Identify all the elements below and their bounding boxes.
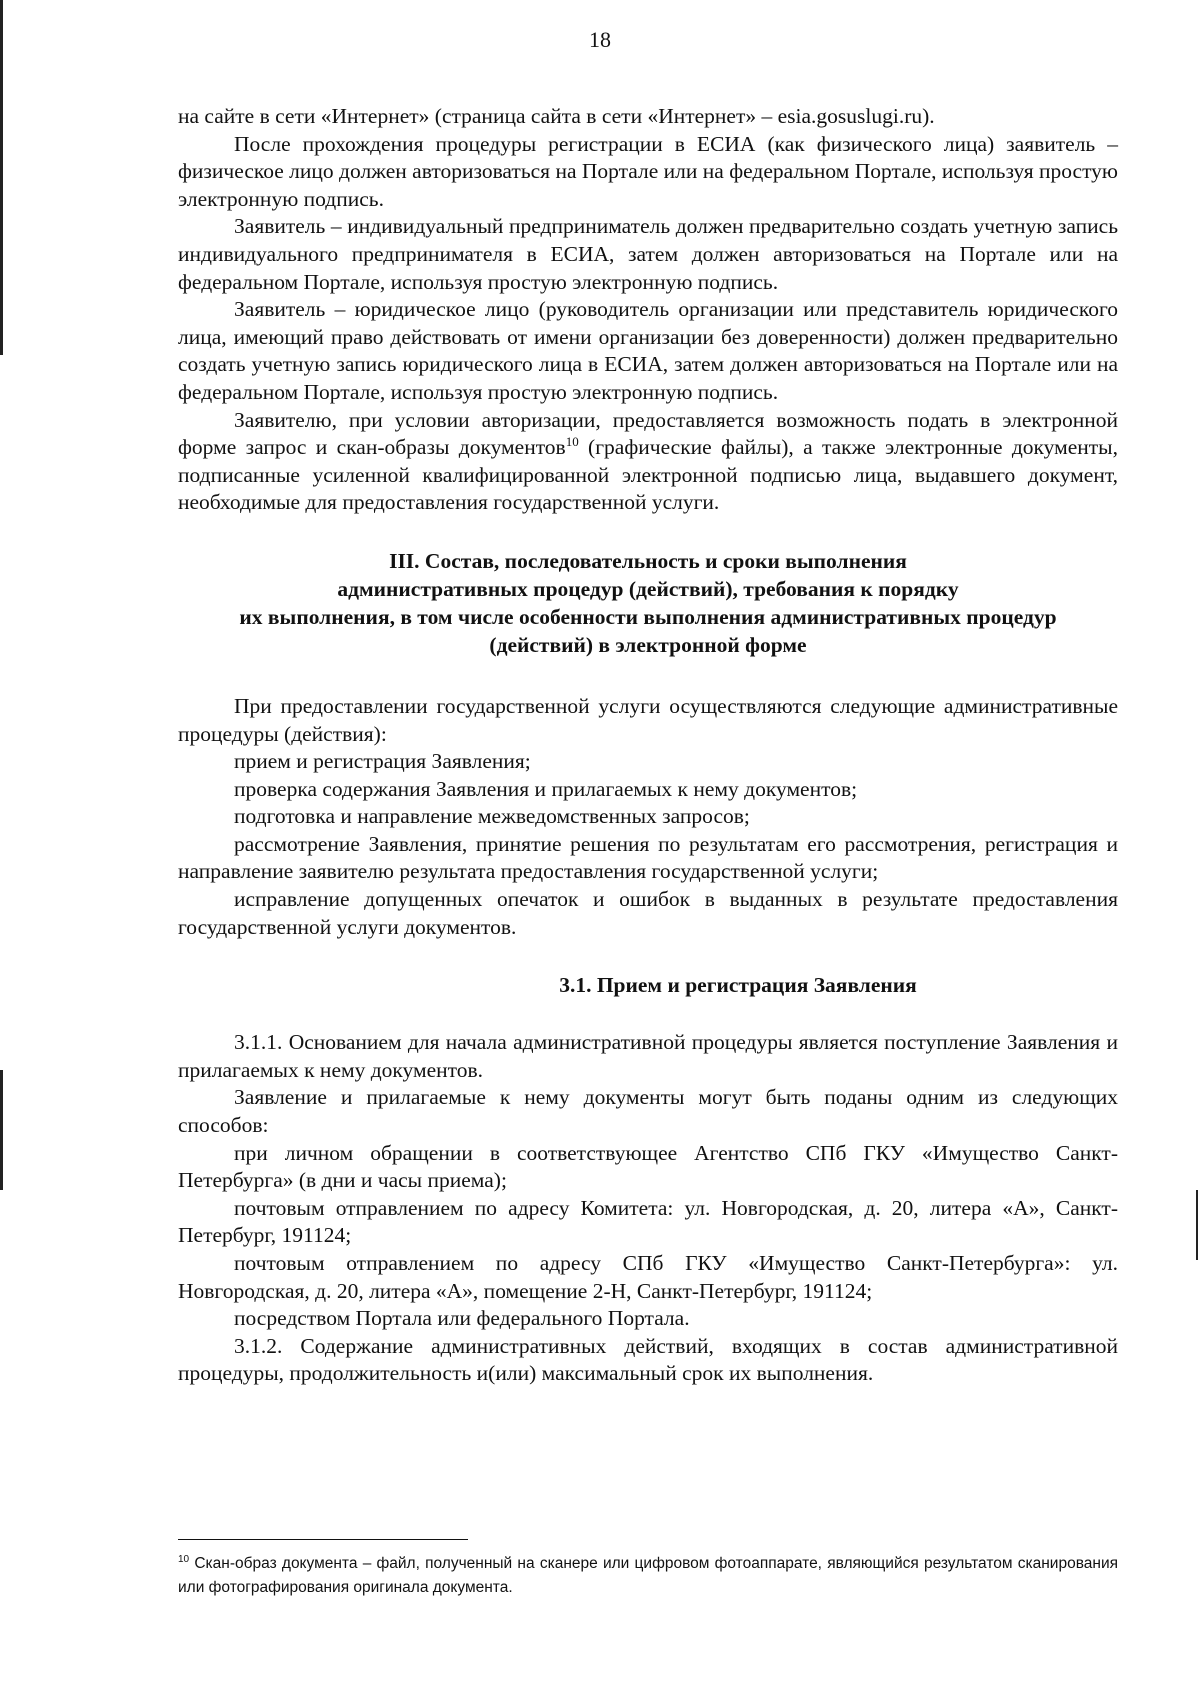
footnote-reference: 10: [565, 433, 579, 449]
paragraph-electronic-submission-part2: (графические файлы), а также электронные документы, подписанные усиленной квалифицированной электронной подписью лица, выдавшего документ, необходимые для предоставления государственной услуги.: [178, 435, 1118, 515]
footnote-text: Скан-образ документа – файл, полученный на сканере или цифровом фотоаппарате, являющийся результатом сканирования или фотографирования оригинала документа.: [178, 1555, 1118, 1596]
footnote-divider: [178, 1539, 468, 1540]
paragraph-3-1-1: 3.1.1. Основанием для начала административной процедуры является поступление Заявления и прилагаемых к нему документов.: [178, 1030, 1118, 1082]
list-item-submission-method: посредством Портала или федерального Портала.: [234, 1306, 690, 1331]
paragraph-submission-methods: Заявление и прилагаемые к нему документы могут быть поданы одним из следующих способов:: [178, 1085, 1118, 1138]
page-number: 18: [589, 27, 611, 52]
paragraph-legal-entity: Заявитель – юридическое лицо (руководитель организации или представитель юридического лица, имеющий право действовать от имени организации без доверенности) должен предварительно создать учетную запись юридического лица в ЕСИА, затем должен авторизоваться на Портале или на федеральном Портале, используя простую электронную подпись.: [178, 297, 1118, 404]
paragraph-electronic-submission: [178, 407, 1118, 517]
scan-edge-left-bottom: [0, 1070, 3, 1190]
section-heading-line: их выполнения, в том числе особенности выполнения административных процедур: [239, 604, 1057, 629]
section-heading-iii: [178, 547, 1118, 659]
footnote-number: 10: [178, 1553, 190, 1565]
section-heading-line: административных процедур (действий), требования к порядку: [337, 576, 959, 601]
paragraph-electronic-submission-part1: Заявителю, при условии авторизации, предоставляется возможность подать в электронной форме запрос и скан-образы документов: [178, 407, 1118, 460]
paragraph-esia-site: на сайте в сети «Интернет» (страница сайта в сети «Интернет» – esia.gosuslugi.ru).: [178, 104, 935, 128]
list-item-submission-method: почтовым отправлением по адресу Комитета: ул. Новгородская, д. 20, литера «А», Санкт-Петербург, 191124;: [178, 1195, 1118, 1248]
paragraph-3-1-2: 3.1.2. Содержание административных действий, входящих в состав административной процедуры, продолжительность и(или) максимальный срок их выполнения.: [178, 1333, 1118, 1386]
list-item-procedure: рассмотрение Заявления, принятие решения по результатам его рассмотрения, регистрация и направление заявителю результата предоставления государственной услуги;: [178, 831, 1118, 884]
paragraph-individual-registration: После прохождения процедуры регистрации в ЕСИА (как физического лица) заявитель – физическое лицо должен авторизоваться на Портале или на федеральном Портале, используя простую электронную подпись.: [178, 131, 1118, 211]
list-item-submission-method: почтовым отправлением по адресу СПб ГКУ «Имущество Санкт-Петербурга»: ул. Новгородская, д. 20, литера «А», помещение 2-Н, Санкт-Петербург, 191124;: [178, 1251, 1118, 1303]
list-item-procedure: проверка содержания Заявления и прилагаемых к нему документов;: [234, 776, 858, 801]
list-item-procedure: прием и регистрация Заявления;: [234, 749, 531, 774]
list-item-procedure: исправление допущенных опечаток и ошибок в выданных в результате предоставления государственной услуги документов.: [178, 887, 1118, 939]
scan-edge-right: [1196, 1190, 1198, 1260]
paragraph-procedures-intro: При предоставлении государственной услуги осуществляются следующие административные процедуры (действия):: [178, 693, 1118, 746]
footnote: [178, 1552, 1118, 1600]
subsection-heading-3-1: 3.1. Прием и регистрация Заявления: [559, 973, 917, 998]
section-heading-line: (действий) в электронной форме: [489, 632, 807, 657]
document-body: [178, 103, 1118, 1388]
section-heading-line: III. Состав, последовательность и сроки выполнения: [389, 548, 907, 573]
list-item-submission-method: при личном обращении в соответствующее Агентство СПб ГКУ «Имущество Санкт-Петербурга» (в дни и часы приема);: [178, 1140, 1118, 1193]
list-item-procedure: подготовка и направление межведомственных запросов;: [234, 804, 750, 829]
paragraph-entrepreneur: Заявитель – индивидуальный предприниматель должен предварительно создать учетную запись индивидуального предпринимателя в ЕСИА, затем должен авторизоваться на Портале или на федеральном Портале, используя простую электронную подпись.: [178, 214, 1118, 294]
